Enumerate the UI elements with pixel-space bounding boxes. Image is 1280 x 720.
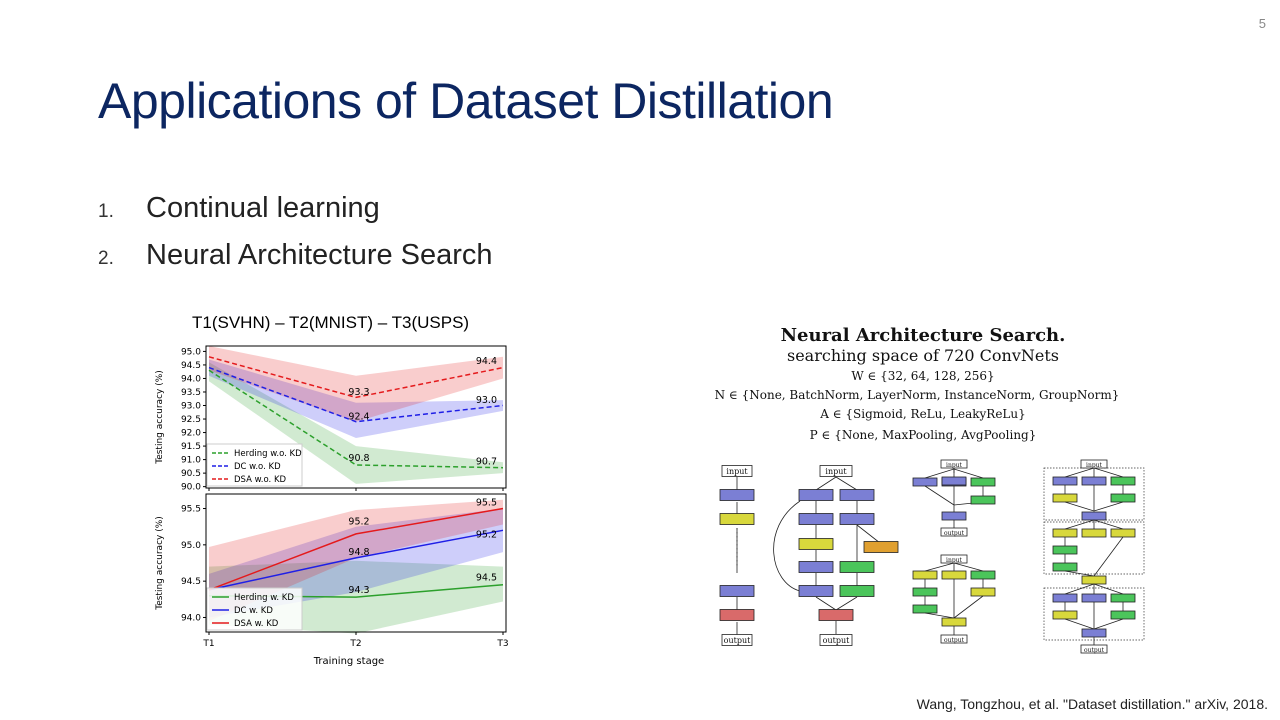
slide-number: 5	[1258, 16, 1266, 31]
legend-label: Herding w.o. KD	[234, 449, 302, 459]
y-tick-label: 92.5	[180, 415, 201, 426]
layer-node	[720, 586, 754, 597]
data-label: 90.8	[348, 453, 370, 465]
layer-node	[1053, 611, 1077, 619]
layer-node	[942, 571, 966, 579]
skip-edge	[774, 501, 800, 591]
nas-norm-set: N ∈ {None, BatchNorm, LayerNorm, InstanceNorm, GroupNorm}	[714, 388, 1120, 402]
layer-node	[1053, 594, 1077, 602]
edge	[836, 477, 857, 490]
edge	[836, 597, 857, 610]
y-axis-label: Testing accuracy (%)	[155, 516, 165, 610]
legend-label: DC w. KD	[234, 606, 273, 616]
bullet-number: 2.	[98, 248, 114, 269]
layer-node	[1053, 529, 1077, 537]
legend-label: DC w.o. KD	[234, 462, 281, 472]
layer-node	[913, 588, 937, 596]
y-tick-label: 94.5	[180, 577, 201, 588]
chart-panel-top	[155, 346, 506, 493]
layer-node	[1111, 594, 1135, 602]
node-label: output	[723, 636, 751, 645]
continual-learning-chart	[140, 335, 520, 670]
list-item	[98, 239, 493, 286]
edge	[1065, 584, 1094, 594]
y-tick-label: 91.5	[180, 442, 201, 453]
data-label: 94.8	[348, 547, 370, 559]
layer-node	[864, 542, 898, 553]
layer-node	[799, 490, 833, 501]
layer-node	[1111, 477, 1135, 485]
edge	[1065, 468, 1094, 477]
layer-node	[1111, 494, 1135, 502]
y-tick-label: 94.0	[180, 613, 201, 624]
layer-node	[799, 514, 833, 525]
y-tick-label: 95.5	[180, 504, 201, 515]
layer-node	[1111, 529, 1135, 537]
edge	[1094, 468, 1123, 477]
node-label: output	[822, 636, 850, 645]
layer-node	[913, 571, 937, 579]
y-tick-label: 90.0	[180, 482, 201, 493]
legend-label: DSA w.o. KD	[234, 475, 287, 485]
edge	[816, 597, 836, 610]
node-label: input	[946, 557, 962, 564]
layer-node	[971, 571, 995, 579]
edge	[925, 613, 954, 618]
data-label: 94.3	[348, 584, 370, 596]
bullet-list	[98, 192, 493, 286]
layer-node	[840, 586, 874, 597]
data-label: 93.3	[348, 386, 370, 398]
list-item	[98, 192, 493, 239]
y-axis-label: Testing accuracy (%)	[155, 370, 165, 464]
layer-node	[840, 562, 874, 573]
chart-title: T1(SVHN) – T2(MNIST) – T3(USPS)	[192, 313, 470, 332]
layer-node	[1082, 594, 1106, 602]
data-label: 90.7	[475, 456, 497, 468]
y-tick-label: 91.0	[180, 455, 201, 466]
edge	[1065, 520, 1094, 529]
layer-node	[799, 586, 833, 597]
edge	[1094, 619, 1123, 629]
edge	[954, 596, 983, 618]
layer-node	[819, 610, 853, 621]
legend-label: DSA w. KD	[234, 619, 279, 629]
layer-node	[720, 514, 754, 525]
layer-node	[971, 588, 995, 596]
y-tick-label: 95.0	[180, 540, 201, 551]
nas-activation-set: A ∈ {Sigmoid, ReLu, LeakyReLu}	[820, 407, 1026, 421]
layer-node	[840, 490, 874, 501]
edge	[816, 477, 836, 490]
layer-node	[1082, 529, 1106, 537]
edge	[1065, 502, 1094, 511]
node-label: input	[825, 467, 847, 476]
x-axis-label: Training stage	[313, 656, 385, 667]
bullet-text: Neural Architecture Search	[146, 239, 493, 271]
node-label: input	[726, 467, 748, 476]
layer-node	[720, 490, 754, 501]
y-tick-label: 94.0	[180, 374, 201, 385]
data-label: 94.5	[475, 572, 497, 584]
data-label: 94.4	[475, 355, 497, 367]
x-tick-label: T2	[350, 639, 362, 649]
layer-node	[1082, 576, 1106, 584]
nas-width-set: W ∈ {32, 64, 128, 256}	[851, 369, 995, 383]
data-label: 93.0	[475, 395, 497, 407]
node-label: output	[943, 637, 965, 644]
layer-node	[720, 610, 754, 621]
layer-node	[971, 478, 995, 486]
layer-node	[840, 514, 874, 525]
layer-node	[1111, 611, 1135, 619]
edge	[1094, 584, 1123, 594]
node-label: input	[1086, 462, 1102, 469]
nas-figure	[700, 318, 1170, 663]
layer-node	[799, 562, 833, 573]
slide-title: Applications of Dataset Distillation	[98, 73, 834, 129]
y-tick-label: 95.0	[180, 347, 201, 358]
node-label: input	[946, 462, 962, 469]
chart-panel-bottom	[155, 494, 509, 649]
x-tick-label: T3	[497, 639, 509, 649]
node-label: output	[943, 530, 965, 537]
edge	[1094, 502, 1123, 511]
edge	[1094, 520, 1123, 529]
layer-node	[1053, 494, 1077, 502]
y-tick-label: 93.0	[180, 401, 201, 412]
edge	[954, 563, 983, 571]
layer-node	[1082, 477, 1106, 485]
node-label: output	[1083, 647, 1105, 654]
data-label: 92.4	[348, 411, 370, 423]
nas-pooling-set: P ∈ {None, MaxPooling, AvgPooling}	[809, 428, 1037, 442]
layer-node	[1082, 512, 1106, 520]
edge	[925, 563, 954, 571]
edge	[1094, 537, 1123, 576]
y-tick-label: 90.5	[180, 469, 201, 480]
layer-node	[942, 512, 966, 520]
layer-node	[1053, 477, 1077, 485]
data-label: 95.2	[475, 529, 497, 541]
layer-node	[1053, 546, 1077, 554]
edge	[925, 486, 954, 505]
edge	[1065, 571, 1094, 576]
y-tick-label: 93.5	[180, 387, 201, 398]
nas-architecture-diagrams	[720, 460, 1144, 654]
nas-subtitle: searching space of 720 ConvNets	[787, 346, 1059, 365]
nas-title: Neural Architecture Search.	[780, 325, 1066, 346]
y-tick-label: 94.5	[180, 360, 201, 371]
layer-node	[913, 605, 937, 613]
layer-node	[942, 477, 966, 485]
x-tick-label: T1	[203, 639, 215, 649]
layer-node	[971, 496, 995, 504]
bullet-number: 1.	[98, 201, 114, 222]
layer-node	[1053, 563, 1077, 571]
data-label: 95.5	[475, 497, 497, 509]
layer-node	[1082, 629, 1106, 637]
layer-node	[799, 539, 833, 550]
data-label: 95.2	[348, 516, 370, 528]
edge	[1065, 619, 1094, 629]
layer-node	[913, 478, 937, 486]
y-tick-label: 92.0	[180, 428, 201, 439]
edge	[857, 525, 880, 543]
bullet-text: Continual learning	[146, 192, 380, 224]
citation: Wang, Tongzhou, et al. "Dataset distillation." arXiv, 2018.	[916, 696, 1268, 712]
layer-node	[942, 618, 966, 626]
legend-label: Herding w. KD	[234, 593, 294, 603]
